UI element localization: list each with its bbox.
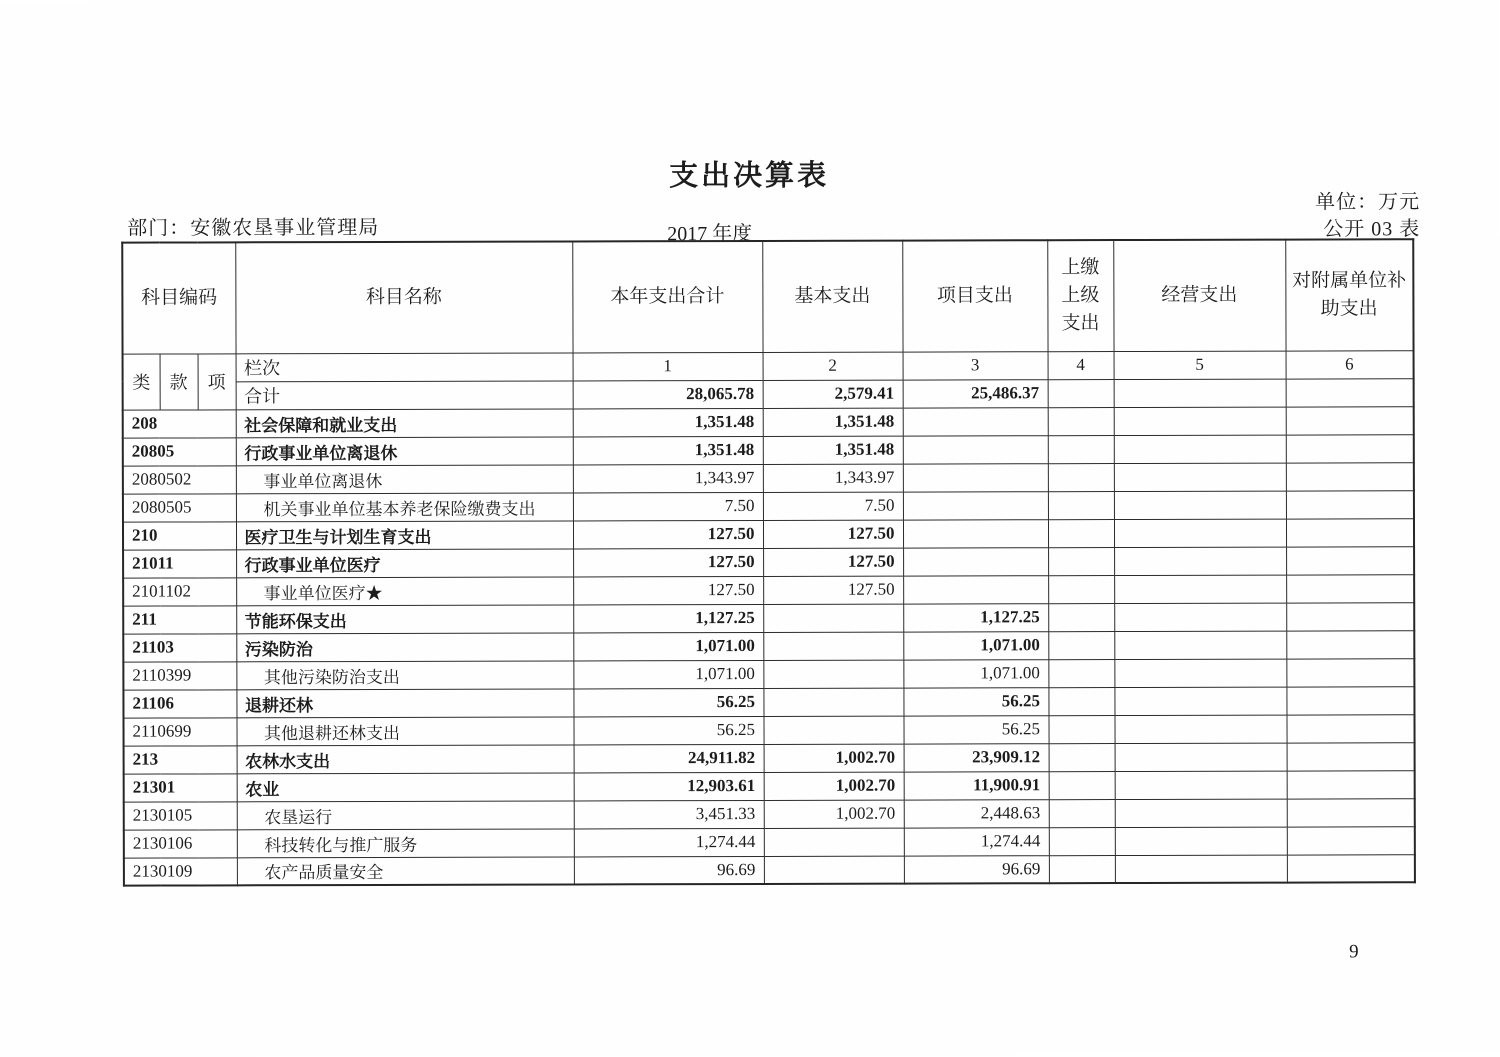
total-cell: 1,071.00 [573, 660, 763, 688]
subsidy-cell [1287, 826, 1415, 854]
operating-cell [1114, 547, 1286, 575]
basic-cell: 127.50 [763, 548, 903, 576]
upper-cell [1049, 743, 1115, 771]
total-cell: 1,351.48 [573, 436, 763, 464]
subsidy-cell [1286, 686, 1414, 714]
total-cell: 1,343.97 [573, 464, 763, 492]
name-cell: 科技转化与推广服务 [237, 828, 574, 857]
header-name: 科目名称 [235, 241, 572, 353]
page-number: 9 [1349, 941, 1359, 963]
subsidy-cell [1286, 546, 1414, 574]
code-cell: 213 [124, 745, 237, 773]
table-row [124, 854, 1415, 885]
total-cell: 127.50 [573, 520, 763, 548]
subsidy-cell [1287, 770, 1415, 798]
name-cell: 其他退耕还林支出 [236, 716, 573, 745]
expenditure-table [121, 238, 1416, 886]
basic-cell [764, 828, 904, 856]
name-cell: 农林水支出 [237, 744, 574, 773]
total-cell: 12,903.61 [574, 772, 764, 800]
upper-cell [1048, 491, 1114, 519]
code-cell: 21103 [123, 633, 236, 661]
table-row [124, 742, 1415, 773]
project-cell: 56.25 [903, 715, 1048, 743]
project-cell: 1,274.44 [904, 827, 1049, 855]
operating-cell [1114, 659, 1286, 687]
operating-cell [1114, 603, 1286, 631]
total-cell: 1,274.44 [574, 828, 764, 856]
basic-cell: 127.50 [763, 520, 903, 548]
upper-cell [1049, 827, 1115, 855]
operating-cell [1115, 827, 1287, 855]
table-row [123, 490, 1414, 521]
header-row [122, 239, 1413, 353]
code-cell: 2080505 [123, 493, 236, 521]
subsidy-cell [1286, 378, 1414, 406]
header-project: 项目支出 [902, 240, 1047, 351]
project-cell: 96.69 [904, 855, 1049, 883]
operating-cell [1115, 855, 1287, 883]
column-number-2: 2 [763, 352, 903, 380]
basic-cell: 1,351.48 [763, 436, 903, 464]
code-cell: 21106 [123, 689, 236, 717]
name-cell: 事业单位医疗★ [236, 576, 573, 605]
total-cell: 28,065.78 [573, 380, 763, 408]
row-index-label: 栏次 [236, 352, 573, 381]
total-cell: 7.50 [573, 492, 763, 520]
basic-cell: 2,579.41 [763, 380, 903, 408]
total-cell: 56.25 [573, 716, 763, 744]
project-cell [903, 407, 1048, 435]
table-row [123, 686, 1414, 717]
header-subsidy: 对附属单位补助支出 [1285, 239, 1413, 350]
subsidy-cell [1286, 462, 1414, 490]
department-label: 部门：安徽农垦事业管理局 [127, 216, 380, 240]
upper-cell [1048, 463, 1114, 491]
project-cell [903, 435, 1048, 463]
code-cell: 2080502 [123, 465, 236, 493]
basic-cell [763, 716, 903, 744]
table-row [123, 658, 1414, 689]
upper-cell [1048, 519, 1114, 547]
header-code: 科目编码 [122, 242, 235, 353]
operating-cell [1115, 799, 1287, 827]
project-cell [903, 575, 1048, 603]
basic-cell [763, 688, 903, 716]
project-cell: 25,486.37 [903, 379, 1048, 407]
table-row [124, 770, 1415, 801]
project-cell: 1,071.00 [903, 659, 1048, 687]
basic-cell: 127.50 [763, 576, 903, 604]
name-cell: 污染防治 [236, 632, 573, 661]
header-basic: 基本支出 [762, 241, 902, 352]
operating-cell [1115, 771, 1287, 799]
operating-cell [1114, 575, 1286, 603]
total-cell: 96.69 [574, 856, 764, 884]
basic-cell: 1,002.70 [764, 772, 904, 800]
table-row [123, 434, 1414, 465]
name-cell: 社会保障和就业支出 [236, 408, 573, 437]
name-cell: 农业 [237, 772, 574, 801]
name-cell: 行政事业单位医疗 [236, 548, 573, 577]
name-cell: 医疗卫生与计划生育支出 [236, 520, 573, 549]
table-row [123, 462, 1414, 493]
total-cell: 24,911.82 [574, 744, 764, 772]
basic-cell [763, 660, 903, 688]
upper-cell [1049, 799, 1115, 827]
total-cell: 1,127.25 [573, 604, 763, 632]
grand-total-row [123, 378, 1414, 409]
table-row [123, 602, 1414, 633]
column-number-4: 4 [1048, 351, 1114, 379]
total-cell: 3,451.33 [574, 800, 764, 828]
upper-cell [1048, 575, 1114, 603]
operating-cell [1114, 715, 1286, 743]
upper-cell [1048, 659, 1114, 687]
name-cell: 事业单位离退休 [236, 464, 573, 493]
upper-cell [1048, 435, 1114, 463]
header-total: 本年支出合计 [572, 241, 762, 352]
project-cell: 23,909.12 [904, 743, 1049, 771]
operating-cell [1115, 743, 1287, 771]
code-cell: 208 [123, 409, 236, 437]
subsidy-cell [1286, 434, 1414, 462]
total-cell: 127.50 [573, 576, 763, 604]
project-cell: 56.25 [903, 687, 1048, 715]
subsidy-cell [1287, 742, 1415, 770]
project-cell: 1,071.00 [903, 631, 1048, 659]
code-cell: 2110399 [123, 661, 236, 689]
upper-cell [1049, 771, 1115, 799]
upper-cell [1048, 603, 1114, 631]
code-cell: 20805 [123, 437, 236, 465]
unit-block [1315, 189, 1420, 243]
column-number-3: 3 [903, 351, 1048, 379]
total-cell: 56.25 [573, 688, 763, 716]
code-cell: 2101102 [123, 577, 236, 605]
column-number-1: 1 [573, 352, 763, 380]
code-cell: 2130105 [124, 801, 237, 829]
total-label: 合计 [236, 380, 573, 409]
table-body [123, 406, 1415, 885]
project-cell [903, 491, 1048, 519]
basic-cell [764, 856, 904, 884]
project-cell: 2,448.63 [904, 799, 1049, 827]
code-cell: 2130106 [124, 829, 237, 857]
code-cell: 2110699 [123, 717, 236, 745]
project-cell: 1,127.25 [903, 603, 1048, 631]
column-number-5: 5 [1114, 351, 1286, 379]
basic-cell [763, 604, 903, 632]
header-operating: 经营支出 [1113, 240, 1285, 351]
table-row [123, 546, 1414, 577]
operating-cell [1114, 519, 1286, 547]
table-row [124, 798, 1415, 829]
project-cell [903, 547, 1048, 575]
total-cell: 127.50 [573, 548, 763, 576]
column-number-6: 6 [1286, 350, 1414, 378]
subsidy-cell [1286, 714, 1414, 742]
header-upper: 上缴上级支出 [1047, 240, 1113, 351]
upper-cell [1049, 855, 1115, 883]
code-cell: 211 [123, 605, 236, 633]
subheader-item: 项 [198, 353, 236, 409]
table-row [123, 406, 1414, 437]
total-cell: 1,071.00 [573, 632, 763, 660]
operating-cell [1114, 463, 1286, 491]
code-cell: 21301 [124, 773, 237, 801]
subsidy-cell [1286, 518, 1414, 546]
subsidy-cell [1287, 854, 1415, 882]
upper-cell [1048, 631, 1114, 659]
name-cell: 节能环保支出 [236, 604, 573, 633]
table-row [123, 518, 1414, 549]
upper-cell [1048, 379, 1114, 407]
name-cell: 机关事业单位基本养老保险缴费支出 [236, 492, 573, 521]
table-row [123, 714, 1414, 745]
basic-cell [763, 632, 903, 660]
code-cell: 2130109 [124, 857, 237, 885]
basic-cell: 1,002.70 [764, 800, 904, 828]
operating-cell [1114, 379, 1286, 407]
subsidy-cell [1286, 490, 1414, 518]
upper-cell [1048, 687, 1114, 715]
table-row [124, 826, 1415, 857]
name-cell: 农垦运行 [237, 800, 574, 829]
subheader-section: 款 [160, 353, 198, 409]
page-title: 支出决算表 [669, 159, 830, 193]
name-cell: 退耕还林 [236, 688, 573, 717]
name-cell: 农产品质量安全 [237, 856, 574, 885]
operating-cell [1114, 687, 1286, 715]
operating-cell [1114, 491, 1286, 519]
basic-cell: 7.50 [763, 492, 903, 520]
subsidy-cell [1286, 574, 1414, 602]
name-cell: 其他污染防治支出 [236, 660, 573, 689]
basic-cell: 1,343.97 [763, 464, 903, 492]
table-row [123, 630, 1414, 661]
subsidy-cell [1286, 630, 1414, 658]
code-cell: 21011 [123, 549, 236, 577]
operating-cell [1114, 435, 1286, 463]
basic-cell: 1,002.70 [764, 744, 904, 772]
subsidy-cell [1286, 658, 1414, 686]
upper-cell [1048, 715, 1114, 743]
project-cell [903, 519, 1048, 547]
subsidy-cell [1287, 798, 1415, 826]
total-cell: 1,351.48 [573, 408, 763, 436]
upper-cell [1048, 407, 1114, 435]
operating-cell [1114, 631, 1286, 659]
name-cell: 行政事业单位离退休 [236, 436, 573, 465]
subsidy-cell [1286, 406, 1414, 434]
column-index-row [123, 350, 1414, 381]
unit-label: 单位：万元 [1315, 191, 1421, 214]
table-row [123, 574, 1414, 605]
project-cell [903, 463, 1048, 491]
subheader-class: 类 [123, 354, 160, 410]
upper-cell [1048, 547, 1114, 575]
basic-cell: 1,351.48 [763, 408, 903, 436]
operating-cell [1114, 407, 1286, 435]
code-cell: 210 [123, 521, 236, 549]
subsidy-cell [1286, 602, 1414, 630]
fiscal-year-label: 2017 年度 [667, 222, 753, 246]
table-number-label: 公开 03 表 [1323, 218, 1421, 241]
project-cell: 11,900.91 [904, 771, 1049, 799]
